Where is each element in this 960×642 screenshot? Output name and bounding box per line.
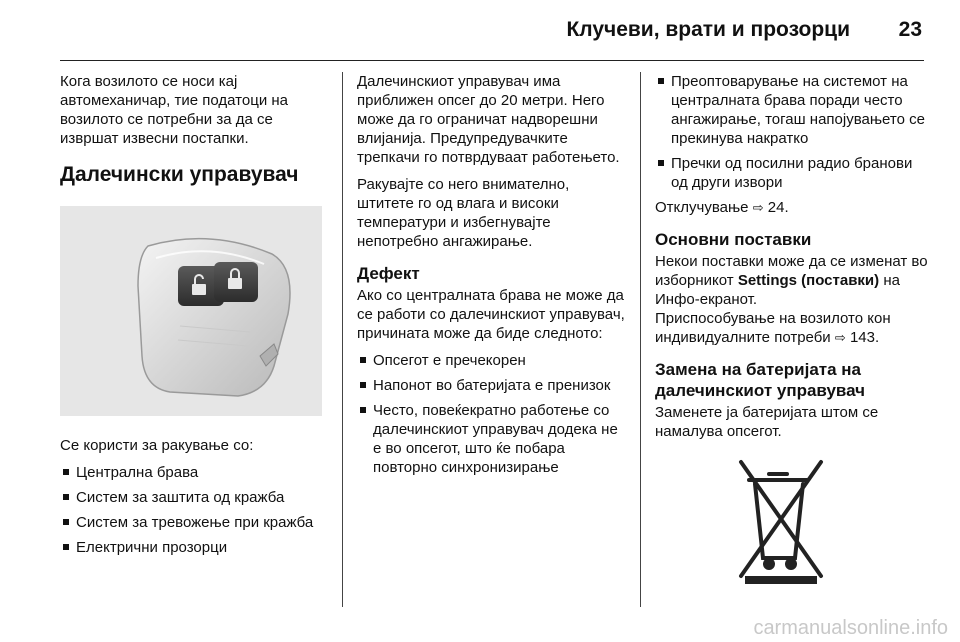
adapt-paragraph <box>655 309 930 347</box>
basic-settings-paragraph <box>655 252 930 309</box>
list-item: Напонот во батеријата е пренизок <box>357 376 629 395</box>
header-rule <box>60 60 924 61</box>
settings-menu-label: Settings (поставки) <box>737 272 880 289</box>
reference-arrow-icon: ⇨ <box>834 330 846 345</box>
unlock-reference <box>655 198 930 217</box>
reference-arrow-icon: ⇨ <box>752 200 764 215</box>
page-title: Клучеви, врати и прозорци <box>566 18 850 41</box>
list-item: Централна брава <box>60 463 328 482</box>
section-heading-defect: Дефект <box>357 264 420 283</box>
list-item: Преоптоварување на системот на централната брава поради често ангажирање, тогаш напојувањето се прекинува накратко <box>655 72 930 148</box>
unlock-label: Отклучување <box>655 199 749 216</box>
intro-paragraph: Кога возилото се носи кај автомеханичар, тие податоци на возилото се потребни за да се извршат извесни постапки. <box>60 73 288 147</box>
adapt-page-ref[interactable]: 143. <box>849 329 880 346</box>
basic-settings-text-end: на Инфо-екранот. <box>655 272 900 308</box>
list-item: Опсегот е пречекорен <box>357 351 629 370</box>
section-heading-battery: Замена на батеријата на далечинскиот управувач <box>655 360 866 400</box>
cause-list-continued <box>655 72 930 192</box>
list-item: Систем за заштита од кражба <box>60 488 328 507</box>
remote-key-image <box>60 206 322 416</box>
section-heading-basic-settings: Основни поставки <box>655 230 812 249</box>
watermark: carmanualsonline.info <box>753 617 948 639</box>
unlock-page-ref[interactable]: 24. <box>767 199 789 216</box>
list-item: Пречки од посилни радио бранови од други извори <box>655 154 930 192</box>
adapt-text: Приспособување на возилото кон индивидуалните потреби <box>655 310 891 346</box>
list-item: Електрични прозорци <box>60 538 328 557</box>
column-divider <box>342 72 343 607</box>
care-paragraph: Ракувајте со него внимателно, штитете го од влага и високи температури и избегнувајте непотребно ангажирање. <box>357 176 570 250</box>
section-heading-remote: Далечински управувач <box>60 163 299 186</box>
weee-disposal-icon <box>735 458 827 591</box>
list-item: Често, повеќекратно работење со далечинскиот управувач додека не е во опсегот, што ќе побара повторно синхронизирање <box>357 401 629 477</box>
cause-list <box>357 351 629 477</box>
column-3 <box>655 72 930 449</box>
battery-paragraph: Заменете ја батеријата штом се намалува опсегот. <box>655 404 879 440</box>
list-item: Систем за тревожење при кражба <box>60 513 328 532</box>
use-list <box>60 463 328 557</box>
page-number: 23 <box>898 18 922 41</box>
column-1 <box>60 72 328 563</box>
use-intro: Се користи за ракување со: <box>60 437 254 454</box>
column-divider <box>640 72 641 607</box>
column-2 <box>357 72 629 483</box>
range-paragraph: Далечинскиот управувач има приближен опсег до 20 метри. Него може да го ограничат надворешни влијанија. Предупредувачките трепкачи го потврдуваат работењето. <box>357 73 620 166</box>
basic-settings-text: Некои поставки може да се изменат во изборникот <box>655 253 928 289</box>
defect-paragraph: Ако со централната брава не може да се работи со далечинскиот управувач, причината може да биде следното: <box>357 287 625 342</box>
